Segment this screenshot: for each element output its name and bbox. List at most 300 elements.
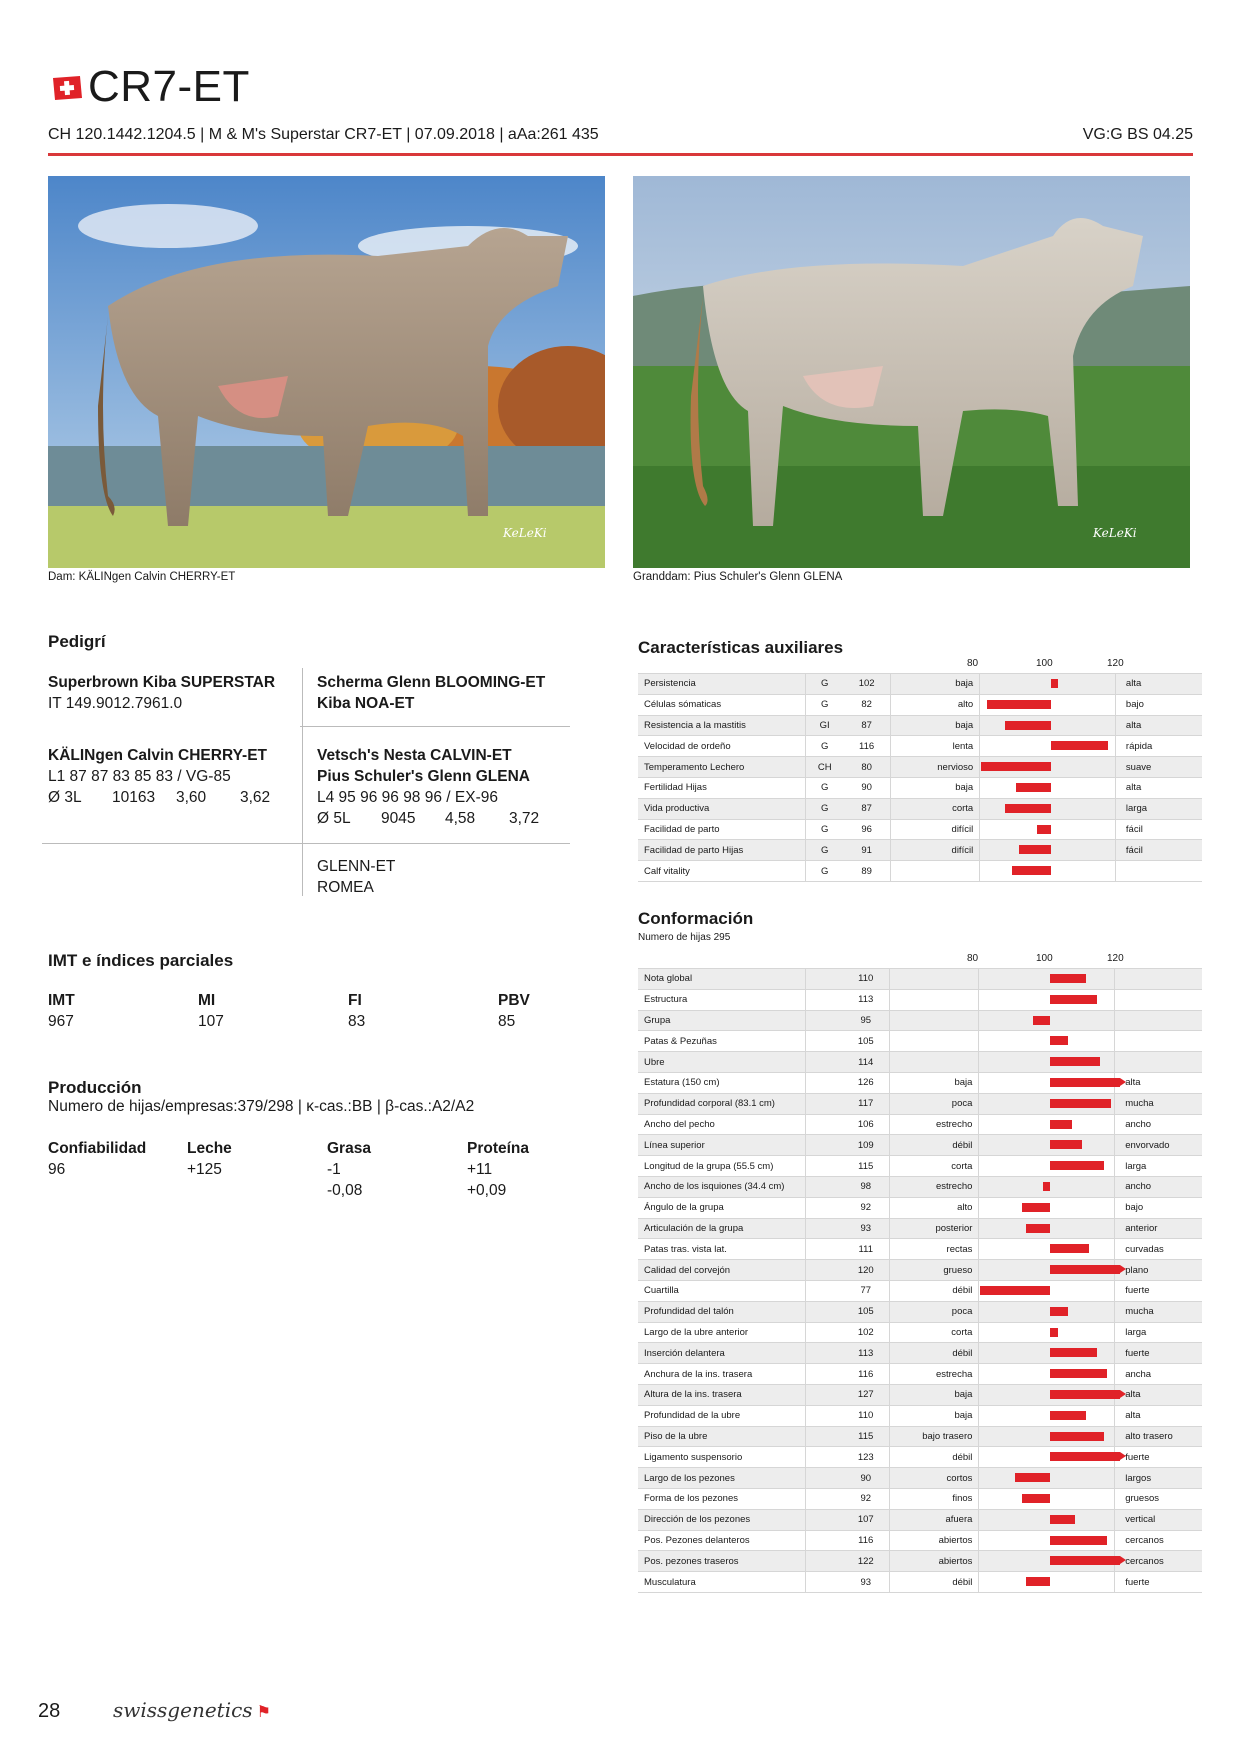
protein-label: Proteína — [467, 1140, 530, 1157]
dam-dam-average-milk: 9045 — [381, 810, 416, 827]
aux-trait-high-label: larga — [1115, 798, 1202, 819]
conf-trait-bar — [1050, 974, 1086, 983]
conf-trait-bar — [1022, 1203, 1050, 1212]
conf-trait-bar-cell — [979, 1114, 1115, 1135]
conf-trait-code — [805, 1135, 842, 1156]
conf-trait-name: Ligamento suspensorio — [638, 1447, 805, 1468]
conf-trait-low-label: bajo trasero — [890, 1426, 979, 1447]
conf-scale-80: 80 — [967, 953, 979, 964]
conf-trait-name: Pos. pezones traseros — [638, 1551, 805, 1572]
conf-trait-high-label: fuerte — [1115, 1280, 1202, 1301]
conf-trait-low-label: finos — [890, 1488, 979, 1509]
conf-trait-bar — [1050, 1078, 1120, 1087]
conf-trait-name: Profundidad corporal (83.1 cm) — [638, 1093, 805, 1114]
conf-trait-high-label: ancho — [1115, 1176, 1202, 1197]
aux-trait-bar-cell — [980, 861, 1116, 882]
aux-row — [638, 757, 1202, 778]
conf-trait-name: Estructura — [638, 989, 805, 1010]
aux-scale-80: 80 — [967, 658, 979, 669]
conf-trait-low-label: baja — [890, 1405, 979, 1426]
dam-lactations: L1 87 87 83 85 83 / VG-85 — [48, 768, 231, 785]
conf-trait-low-label: estrecho — [890, 1176, 979, 1197]
conf-trait-value: 114 — [842, 1052, 889, 1073]
conf-trait-value: 115 — [842, 1156, 889, 1177]
conf-row — [638, 1093, 1202, 1114]
conf-trait-low-label: débil — [890, 1572, 979, 1593]
conf-trait-low-label: débil — [890, 1447, 979, 1468]
aux-trait-low-label: nervioso — [891, 757, 980, 778]
aux-trait-bar-cell — [980, 840, 1116, 861]
aux-trait-bar — [1005, 804, 1051, 813]
reliability-label: Confiabilidad — [48, 1140, 147, 1157]
aux-trait-code: G — [806, 798, 844, 819]
conf-trait-bar — [1050, 1161, 1103, 1170]
aux-trait-bar-cell — [980, 777, 1116, 798]
animal-id-line: CH 120.1442.1204.5 | M & M's Superstar CR7-ET | 07.09.2018 | aAa:261 435 — [48, 126, 599, 143]
dam-dam-average-protein: 3,72 — [509, 810, 540, 827]
conf-trait-bar — [1026, 1577, 1051, 1586]
conf-row — [638, 1447, 1202, 1468]
conf-row — [638, 1384, 1202, 1405]
conf-row — [638, 989, 1202, 1010]
conf-trait-value: 123 — [842, 1447, 889, 1468]
conf-trait-name: Altura de la ins. trasera — [638, 1384, 805, 1405]
aux-trait-code: G — [806, 674, 844, 695]
conf-trait-high-label — [1115, 1031, 1202, 1052]
conf-scale-100: 100 — [1036, 953, 1053, 964]
conf-trait-low-label: afuera — [890, 1509, 979, 1530]
conf-trait-name: Forma de los pezones — [638, 1488, 805, 1509]
conf-trait-name: Ancho del pecho — [638, 1114, 805, 1135]
conf-trait-code — [805, 1530, 842, 1551]
conf-trait-bar-cell — [979, 1447, 1115, 1468]
conf-row — [638, 1135, 1202, 1156]
conf-trait-bar — [980, 1286, 1050, 1295]
conf-trait-bar — [1015, 1473, 1051, 1482]
dam-average-lactations: Ø 3L — [48, 789, 82, 806]
aux-trait-value: 82 — [843, 694, 890, 715]
conf-trait-bar-cell — [979, 1052, 1115, 1073]
fi-value: 83 — [348, 1013, 366, 1030]
conf-row — [638, 969, 1202, 990]
conf-trait-code — [805, 1426, 842, 1447]
conf-trait-code — [805, 1031, 842, 1052]
conf-row — [638, 1468, 1202, 1489]
mi-value: 107 — [198, 1013, 224, 1030]
aux-trait-bar-cell — [980, 798, 1116, 819]
aux-table — [638, 673, 1202, 882]
conf-row — [638, 1322, 1202, 1343]
aux-trait-high-label: fácil — [1115, 840, 1202, 861]
conf-trait-high-label: vertical — [1115, 1509, 1202, 1530]
conf-trait-high-label: gruesos — [1115, 1488, 1202, 1509]
aux-row — [638, 777, 1202, 798]
conf-trait-name: Ángulo de la grupa — [638, 1197, 805, 1218]
aux-trait-high-label: alta — [1115, 777, 1202, 798]
aux-trait-bar — [1051, 679, 1058, 688]
aux-trait-high-label: bajo — [1115, 694, 1202, 715]
brand-flag-icon: ⚑ — [256, 1702, 271, 1721]
conf-trait-value: 109 — [842, 1135, 889, 1156]
conf-row — [638, 1218, 1202, 1239]
conf-row — [638, 1052, 1202, 1073]
conf-trait-low-label — [890, 1010, 979, 1031]
conf-trait-value: 122 — [842, 1551, 889, 1572]
conf-trait-high-label: cercanos — [1115, 1530, 1202, 1551]
conf-trait-value: 95 — [842, 1010, 889, 1031]
conf-row — [638, 1239, 1202, 1260]
conf-row — [638, 1551, 1202, 1572]
aux-trait-name: Células sómaticas — [638, 694, 806, 715]
dam-dam-name: Pius Schuler's Glenn GLENA — [317, 768, 530, 785]
sire-sire-name: Scherma Glenn BLOOMING-ET — [317, 674, 546, 691]
conf-trait-bar — [1050, 1265, 1120, 1274]
pbv-value: 85 — [498, 1013, 516, 1030]
conf-row — [638, 1301, 1202, 1322]
dam-photo — [48, 176, 605, 568]
conf-trait-code — [805, 989, 842, 1010]
imt-value: 967 — [48, 1013, 74, 1030]
conf-trait-bar — [1050, 1036, 1068, 1045]
conf-trait-high-label: anterior — [1115, 1218, 1202, 1239]
conf-trait-code — [805, 1010, 842, 1031]
aux-trait-name: Fertilidad Hijas — [638, 777, 806, 798]
aux-trait-value: 80 — [843, 757, 890, 778]
conf-trait-name: Cuartilla — [638, 1280, 805, 1301]
brand-logo — [113, 1698, 271, 1722]
aux-trait-low-label: corta — [891, 798, 980, 819]
conf-trait-bar-cell — [979, 1301, 1115, 1322]
conf-trait-value: 92 — [842, 1488, 889, 1509]
conf-trait-bar — [1050, 1432, 1103, 1441]
conf-trait-code — [805, 1072, 842, 1093]
conf-trait-bar-cell — [979, 1343, 1115, 1364]
granddam-photo — [633, 176, 1190, 568]
conf-trait-value: 127 — [842, 1384, 889, 1405]
conf-row — [638, 1364, 1202, 1385]
conf-trait-bar-cell — [979, 1093, 1115, 1114]
conf-trait-low-label: corta — [890, 1322, 979, 1343]
conf-trait-code — [805, 1572, 842, 1593]
pedigree-title: Pedigrí — [48, 632, 106, 651]
conf-row — [638, 1530, 1202, 1551]
conf-row — [638, 1156, 1202, 1177]
aux-trait-value: 102 — [843, 674, 890, 695]
conf-trait-code — [805, 1322, 842, 1343]
aux-row — [638, 840, 1202, 861]
conf-trait-bar-cell — [979, 1426, 1115, 1447]
conf-trait-high-label: alta — [1115, 1072, 1202, 1093]
conf-trait-value: 93 — [842, 1218, 889, 1239]
conf-trait-bar-cell — [979, 1218, 1115, 1239]
conf-row — [638, 1114, 1202, 1135]
conf-trait-bar-cell — [979, 1364, 1115, 1385]
conf-trait-high-label: alta — [1115, 1384, 1202, 1405]
swiss-flag-icon — [50, 74, 84, 102]
conf-trait-code — [805, 1093, 842, 1114]
aux-trait-code: G — [806, 861, 844, 882]
conf-trait-bar-cell — [979, 1572, 1115, 1593]
conf-trait-value: 90 — [842, 1468, 889, 1489]
aux-trait-bar-cell — [980, 819, 1116, 840]
dam-name: KÄLINgen Calvin CHERRY-ET — [48, 747, 268, 764]
aux-row — [638, 715, 1202, 736]
conf-trait-high-label: cercanos — [1115, 1551, 1202, 1572]
conf-trait-name: Nota global — [638, 969, 805, 990]
aux-trait-value: 96 — [843, 819, 890, 840]
conf-trait-high-label — [1115, 1010, 1202, 1031]
conf-trait-bar-cell — [979, 1197, 1115, 1218]
aux-trait-low-label: difícil — [891, 840, 980, 861]
conf-trait-value: 98 — [842, 1176, 889, 1197]
conf-trait-high-label: mucha — [1115, 1093, 1202, 1114]
aux-trait-name: Facilidad de parto Hijas — [638, 840, 806, 861]
aux-trait-high-label: fácil — [1115, 819, 1202, 840]
aux-trait-code: GI — [806, 715, 844, 736]
conf-row — [638, 1072, 1202, 1093]
conf-trait-code — [805, 1488, 842, 1509]
aux-trait-bar-cell — [980, 757, 1116, 778]
conf-trait-bar — [1033, 1016, 1051, 1025]
conf-trait-code — [805, 1405, 842, 1426]
conf-trait-code — [805, 1551, 842, 1572]
conf-trait-bar-cell — [979, 1530, 1115, 1551]
great-grand-dam: ROMEA — [317, 879, 374, 896]
conf-trait-low-label: posterior — [890, 1218, 979, 1239]
conf-trait-bar-cell — [979, 1509, 1115, 1530]
aux-trait-bar — [1012, 866, 1051, 875]
conf-trait-bar-cell — [979, 1322, 1115, 1343]
conf-row — [638, 1572, 1202, 1593]
conf-trait-value: 106 — [842, 1114, 889, 1135]
conf-trait-code — [805, 1343, 842, 1364]
conf-trait-low-label: grueso — [890, 1260, 979, 1281]
conf-trait-high-label: alta — [1115, 1405, 1202, 1426]
conf-trait-code — [805, 1468, 842, 1489]
aux-trait-low-label: baja — [891, 715, 980, 736]
aux-trait-high-label: alta — [1115, 674, 1202, 695]
conf-trait-bar — [1050, 1120, 1071, 1129]
watermark: KeLeKi — [1093, 526, 1137, 540]
conf-trait-high-label: fuerte — [1115, 1343, 1202, 1364]
conf-trait-code — [805, 1509, 842, 1530]
conf-trait-high-label: ancha — [1115, 1364, 1202, 1385]
conf-trait-high-label: fuerte — [1115, 1572, 1202, 1593]
conf-trait-name: Inserción delantera — [638, 1343, 805, 1364]
conf-row — [638, 1197, 1202, 1218]
sire-id: IT 149.9012.7961.0 — [48, 695, 183, 712]
conf-trait-bar — [1050, 995, 1096, 1004]
aux-row — [638, 819, 1202, 840]
dam-sire-name: Vetsch's Nesta CALVIN-ET — [317, 747, 512, 764]
conf-trait-high-label: larga — [1115, 1322, 1202, 1343]
conf-trait-bar-cell — [979, 1156, 1115, 1177]
conf-trait-low-label: poca — [890, 1301, 979, 1322]
conf-trait-bar — [1050, 1515, 1075, 1524]
conf-trait-name: Longitud de la grupa (55.5 cm) — [638, 1156, 805, 1177]
conf-trait-name: Profundidad de la ubre — [638, 1405, 805, 1426]
conf-row — [638, 1405, 1202, 1426]
conf-trait-name: Anchura de la ins. trasera — [638, 1364, 805, 1385]
aux-trait-bar-cell — [980, 674, 1116, 695]
conf-trait-bar — [1050, 1140, 1082, 1149]
aux-row — [638, 674, 1202, 695]
fat-percent-value: -0,08 — [327, 1182, 363, 1199]
header-divider — [48, 153, 1193, 156]
aux-trait-value: 89 — [843, 861, 890, 882]
sire-dam-name: Kiba NOA-ET — [317, 695, 415, 712]
conf-trait-low-label — [890, 989, 979, 1010]
conf-trait-bar — [1050, 1452, 1120, 1461]
conf-trait-high-label — [1115, 969, 1202, 990]
conf-trait-name: Musculatura — [638, 1572, 805, 1593]
milk-label: Leche — [187, 1140, 232, 1157]
conf-trait-code — [805, 1114, 842, 1135]
aux-trait-code: G — [806, 694, 844, 715]
conf-trait-high-label: plano — [1115, 1260, 1202, 1281]
conf-trait-high-label: ancho — [1115, 1114, 1202, 1135]
conf-row — [638, 1176, 1202, 1197]
conf-trait-high-label: larga — [1115, 1156, 1202, 1177]
aux-trait-name: Calf vitality — [638, 861, 806, 882]
aux-trait-high-label: alta — [1115, 715, 1202, 736]
conf-trait-low-label: alto — [890, 1197, 979, 1218]
dam-caption: Dam: KÄLINgen Calvin CHERRY-ET — [48, 571, 236, 583]
fat-kg-value: -1 — [327, 1161, 341, 1178]
conf-row — [638, 1260, 1202, 1281]
conf-trait-high-label: envorvado — [1115, 1135, 1202, 1156]
conf-trait-value: 126 — [842, 1072, 889, 1093]
conf-trait-value: 105 — [842, 1301, 889, 1322]
conf-trait-high-label: mucha — [1115, 1301, 1202, 1322]
conf-trait-bar-cell — [979, 1280, 1115, 1301]
conf-trait-code — [805, 1197, 842, 1218]
conf-trait-name: Calidad del corvejón — [638, 1260, 805, 1281]
conf-trait-low-label: corta — [890, 1156, 979, 1177]
conf-trait-value: 107 — [842, 1509, 889, 1530]
conf-trait-bar — [1050, 1369, 1107, 1378]
conf-trait-name: Grupa — [638, 1010, 805, 1031]
conf-trait-value: 102 — [842, 1322, 889, 1343]
conf-trait-high-label — [1115, 1052, 1202, 1073]
conf-row — [638, 1509, 1202, 1530]
conf-trait-name: Patas & Pezuñas — [638, 1031, 805, 1052]
aux-trait-bar-cell — [980, 736, 1116, 757]
conf-trait-bar-cell — [979, 1176, 1115, 1197]
conf-trait-bar — [1050, 1556, 1120, 1565]
aux-trait-code: G — [806, 819, 844, 840]
aux-trait-bar — [1005, 721, 1051, 730]
conf-trait-name: Articulación de la grupa — [638, 1218, 805, 1239]
aux-trait-bar — [1051, 741, 1108, 750]
conf-trait-code — [805, 1301, 842, 1322]
conf-trait-value: 110 — [842, 969, 889, 990]
dam-average-fat: 3,60 — [176, 789, 207, 806]
dam-average-protein: 3,62 — [240, 789, 271, 806]
conf-trait-bar-cell — [979, 1031, 1115, 1052]
conf-trait-bar-cell — [979, 1239, 1115, 1260]
aux-trait-bar — [1019, 845, 1051, 854]
conf-trait-code — [805, 1364, 842, 1385]
granddam-caption: Granddam: Pius Schuler's Glenn GLENA — [633, 571, 843, 583]
imt-label: IMT — [48, 992, 75, 1009]
aux-trait-code: CH — [806, 757, 844, 778]
page-title: CR7-ET — [88, 62, 250, 111]
conf-trait-bar — [1050, 1348, 1096, 1357]
conf-trait-value: 92 — [842, 1197, 889, 1218]
conformation-title: Conformación — [638, 909, 754, 928]
fi-label: FI — [348, 992, 362, 1009]
conf-trait-low-label: débil — [890, 1135, 979, 1156]
aux-row — [638, 736, 1202, 757]
conf-row — [638, 1488, 1202, 1509]
conf-trait-value: 117 — [842, 1093, 889, 1114]
conf-trait-bar — [1050, 1536, 1107, 1545]
aux-trait-code: G — [806, 777, 844, 798]
conf-trait-bar — [1050, 1328, 1057, 1337]
aux-trait-high-label: rápida — [1115, 736, 1202, 757]
conf-trait-value: 77 — [842, 1280, 889, 1301]
conf-trait-name: Patas tras. vista lat. — [638, 1239, 805, 1260]
conf-trait-value: 115 — [842, 1426, 889, 1447]
mi-label: MI — [198, 992, 216, 1009]
conf-trait-low-label: baja — [890, 1384, 979, 1405]
production-subtitle: Numero de hijas/empresas:379/298 | κ-cas.:BB | β-cas.:A2/A2 — [48, 1098, 475, 1115]
aux-trait-name: Temperamento Lechero — [638, 757, 806, 778]
conf-trait-low-label: baja — [890, 1072, 979, 1093]
conf-trait-bar — [1026, 1224, 1051, 1233]
conf-trait-value: 113 — [842, 989, 889, 1010]
aux-trait-value: 87 — [843, 715, 890, 736]
conf-trait-name: Pos. Pezones delanteros — [638, 1530, 805, 1551]
conf-trait-bar-cell — [979, 1488, 1115, 1509]
pedigree-divider — [42, 843, 570, 844]
conf-trait-bar — [1050, 1307, 1068, 1316]
conf-trait-bar-cell — [979, 1010, 1115, 1031]
aux-trait-low-label: alto — [891, 694, 980, 715]
dam-average-milk: 10163 — [112, 789, 156, 806]
conf-trait-low-label: rectas — [890, 1239, 979, 1260]
dam-dam-lactations: L4 95 96 96 98 96 / EX-96 — [317, 789, 498, 806]
aux-trait-bar — [981, 762, 1051, 771]
conf-trait-code — [805, 1447, 842, 1468]
aux-trait-name: Velocidad de ordeño — [638, 736, 806, 757]
conf-trait-bar-cell — [979, 1384, 1115, 1405]
aux-trait-high-label: suave — [1115, 757, 1202, 778]
aux-row — [638, 694, 1202, 715]
aux-trait-low-label: baja — [891, 674, 980, 695]
aux-trait-low-label: lenta — [891, 736, 980, 757]
aux-trait-bar-cell — [980, 694, 1116, 715]
conf-trait-low-label: estrecha — [890, 1364, 979, 1385]
sire-name: Superbrown Kiba SUPERSTAR — [48, 674, 276, 691]
conf-trait-bar-cell — [979, 1468, 1115, 1489]
aux-trait-low-label: difícil — [891, 819, 980, 840]
aux-trait-low-label — [891, 861, 980, 882]
conf-trait-bar — [1050, 1390, 1120, 1399]
conf-trait-bar — [1050, 1057, 1100, 1066]
conf-trait-name: Línea superior — [638, 1135, 805, 1156]
conformation-table — [638, 968, 1202, 1593]
aux-title: Características auxiliares — [638, 638, 844, 657]
aux-trait-value: 116 — [843, 736, 890, 757]
conf-trait-high-label: bajo — [1115, 1197, 1202, 1218]
conf-trait-value: 120 — [842, 1260, 889, 1281]
conf-trait-bar-cell — [979, 1551, 1115, 1572]
conf-trait-code — [805, 969, 842, 990]
conf-trait-code — [805, 1260, 842, 1281]
conf-trait-high-label — [1115, 989, 1202, 1010]
